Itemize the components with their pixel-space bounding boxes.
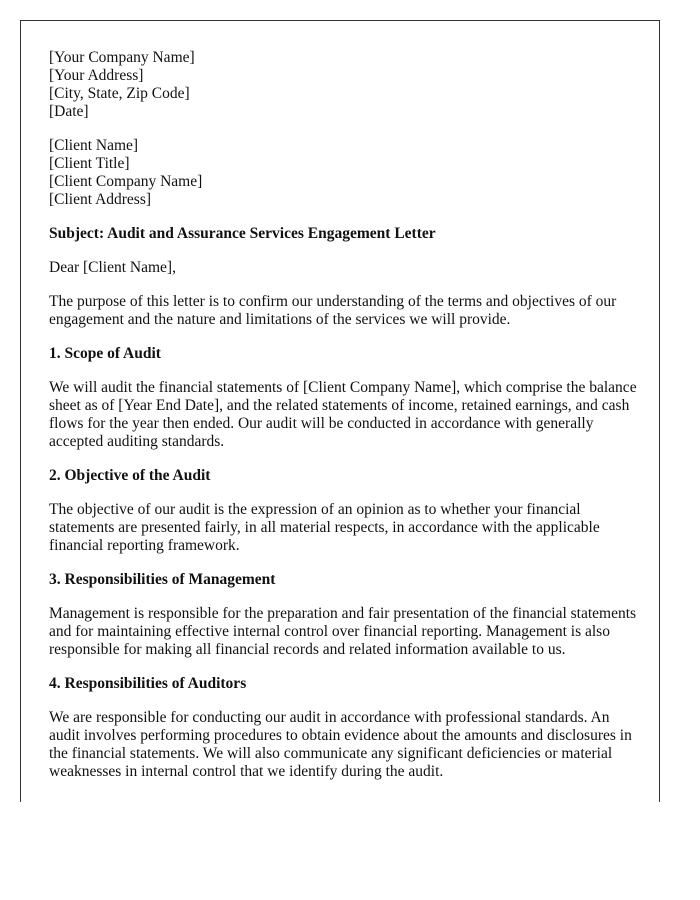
recipient-name: [Client Name] (49, 137, 139, 154)
letter-subject: Subject: Audit and Assurance Services Engagement Letter (49, 225, 436, 242)
section-auditor-responsibilities (49, 675, 639, 781)
sender-company-name: [Your Company Name] (49, 49, 195, 66)
recipient-title: [Client Title] (49, 155, 130, 172)
section-body: We will audit the financial statements of [Client Company Name], which comprise the balance sheet as of [Year End Date], and the related statements of income, retained earnings, and cash flows for the year then ended. Our audit will be conducted in accordance with generally accepted auditing standards. (49, 379, 637, 450)
salutation: Dear [Client Name], (49, 259, 176, 276)
intro-paragraph: The purpose of this letter is to confirm our understanding of the terms and objectives of our engagement and the nature and limitations of the services we will provide. (49, 293, 617, 328)
letter-date: [Date] (49, 103, 89, 120)
section-scope (49, 345, 639, 451)
section-body: We are responsible for conducting our audit in accordance with professional standards. An audit involves performing procedures to obtain evidence about the amounts and disclosures in the financial statements. We will also communicate any significant deficiencies or material weaknesses in internal control that we identify during the audit. (49, 709, 632, 780)
section-objective (49, 467, 639, 555)
section-heading: 4. Responsibilities of Auditors (49, 675, 247, 692)
section-body: Management is responsible for the preparation and fair presentation of the financial statements and for maintaining effective internal control over financial reporting. Management is also responsible for making all financial records and related information available to us. (49, 605, 637, 658)
section-heading: 2. Objective of the Audit (49, 467, 211, 484)
section-body: The objective of our audit is the expression of an opinion as to whether your financial statements are presented fairly, in all material respects, in accordance with the applicable financial reporting framework. (49, 501, 600, 554)
letter-page (20, 20, 660, 802)
recipient-company-name: [Client Company Name] (49, 173, 203, 190)
letter-content (49, 49, 639, 797)
sender-city-state-zip: [City, State, Zip Code] (49, 85, 190, 102)
section-heading: 1. Scope of Audit (49, 345, 161, 362)
section-management-responsibilities (49, 571, 639, 659)
recipient-address: [Client Address] (49, 191, 152, 208)
sender-address-block (49, 49, 639, 121)
recipient-address-block (49, 137, 639, 209)
section-heading: 3. Responsibilities of Management (49, 571, 276, 588)
sender-address: [Your Address] (49, 67, 144, 84)
